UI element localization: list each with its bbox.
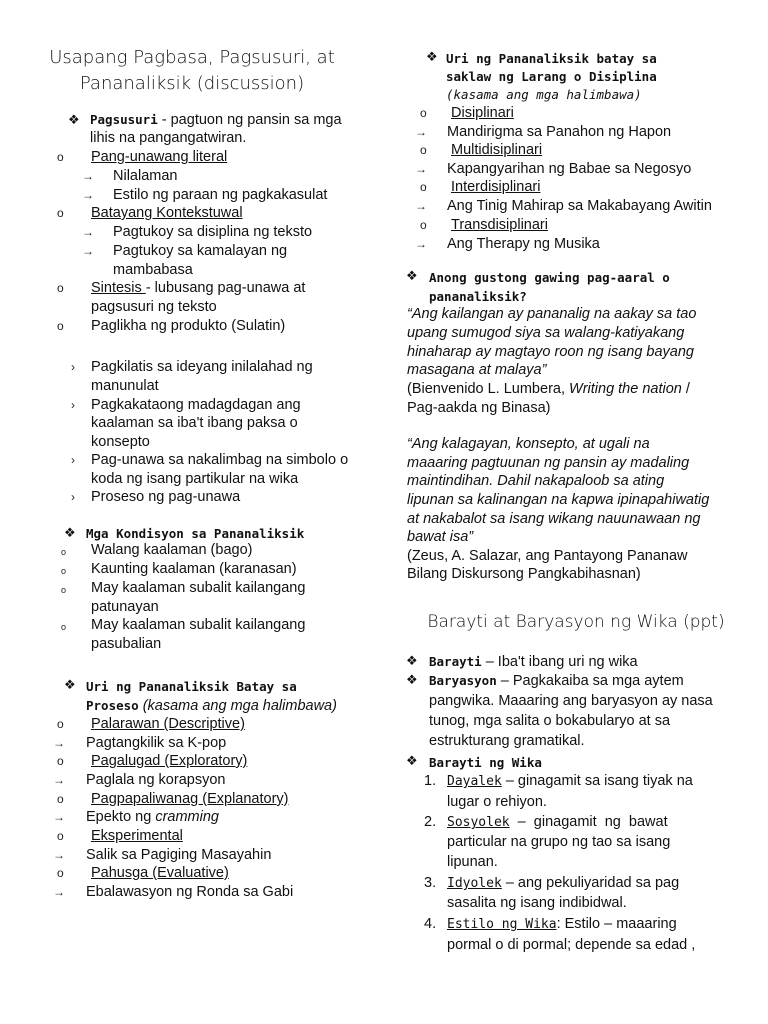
quote-1-line-4: masagana at malaya”	[407, 362, 547, 378]
estilo-def-2: pormal o di pormal; depende sa edad ,	[447, 937, 696, 953]
section-title: Barayti at Baryasyon ng Wika (ppt)	[427, 612, 725, 632]
list-item-cont: pasubalian	[91, 636, 162, 652]
sosyolek-term: Sosyolek	[447, 815, 510, 830]
quote-2-line-3: maintindihan. Dahil nakapaloob sa ating	[407, 473, 665, 489]
pagsusuri-def-1: - pagtuon ng pansin sa mga	[157, 112, 342, 128]
arrow-bullet-icon: →	[415, 237, 427, 251]
list-number: 1.	[424, 773, 437, 789]
quote-2-line-1: “Ang kalagayan, konsepto, at ugali na	[407, 436, 650, 452]
circle-bullet-icon: o	[420, 106, 427, 120]
eksperimental: Eksperimental	[91, 828, 183, 844]
idyolek-term: Idyolek	[447, 876, 502, 891]
anong-heading-2: pananaliksik?	[429, 289, 527, 304]
diamond-bullet-icon: ❖	[64, 525, 76, 540]
sosyolek-item	[447, 813, 668, 832]
page-title-line1: Usapang Pagbasa, Pagsusuri, at	[49, 47, 335, 68]
circle-bullet-icon: o	[57, 754, 64, 768]
circle-bullet-icon: o	[57, 829, 64, 843]
list-item: Pag-unawa sa nakalimbag na simbolo o	[91, 452, 349, 468]
circle-bullet-icon: o	[57, 792, 64, 806]
arrow-bullet-icon: →	[82, 169, 94, 183]
citation-1	[407, 380, 690, 399]
list-number: 2.	[424, 814, 437, 830]
arrow-bullet-icon: →	[53, 736, 65, 750]
barayti-ng-wika-heading: Barayti ng Wika	[429, 755, 542, 770]
diamond-bullet-icon: ❖	[406, 753, 418, 768]
sintesis-definition	[91, 279, 305, 298]
list-item: Paglala ng korapsyon	[86, 772, 226, 788]
quote-2-line-2: maaaring pagtuunan ng pansin ay madaling	[407, 455, 690, 471]
circle-bullet-icon: o	[420, 218, 427, 232]
chevron-bullet-icon: ›	[71, 453, 75, 467]
list-item-cont: mambabasa	[113, 262, 193, 278]
circle-bullet-icon: o	[61, 622, 67, 632]
citation-1-author: (Bienvenido L. Lumbera,	[407, 381, 570, 397]
diamond-bullet-icon: ❖	[406, 672, 418, 687]
barayti-definition	[429, 652, 638, 672]
list-item: Nilalaman	[113, 168, 178, 184]
sintesis-def-2: pagsusuri ng teksto	[91, 299, 217, 315]
arrow-bullet-icon: →	[82, 244, 94, 258]
diamond-bullet-icon: ❖	[68, 112, 80, 127]
sosyolek-def-2: particular na grupo ng tao sa isang	[447, 834, 671, 850]
diamond-bullet-icon: ❖	[406, 653, 418, 668]
pagpapaliwanag: Pagpapaliwanag (Explanatory)	[91, 791, 289, 807]
arrow-bullet-icon: →	[415, 199, 427, 213]
barayti-def: – Iba't ibang uri ng wika	[481, 654, 638, 670]
chevron-bullet-icon: ›	[71, 490, 75, 504]
dayalek-term: Dayalek	[447, 774, 502, 789]
circle-bullet-icon: o	[420, 143, 427, 157]
list-item: Estilo ng paraan ng pagkakasulat	[113, 187, 328, 203]
baryasyon-def-4: estrukturang gramatikal.	[429, 733, 585, 749]
anong-heading-1: Anong gustong gawing pag-aaral o	[429, 270, 670, 285]
list-item: Ang Tinig Mahirap sa Makabayang Awitin	[447, 198, 712, 214]
dayalek-item	[447, 772, 693, 791]
baryasyon-def-1: – Pagkakaiba sa mga aytem	[496, 673, 684, 689]
disiplinari: Disiplinari	[451, 105, 514, 121]
list-item: Walang kaalaman (bago)	[91, 542, 253, 558]
list-item: May kaalaman subalit kailangang	[91, 580, 306, 596]
dayalek-def-1: – ginagamit sa isang tiyak na	[501, 773, 693, 789]
pagsusuri-def-2: lihis na pangangatwiran.	[90, 130, 247, 146]
chevron-bullet-icon: ›	[71, 398, 75, 412]
pang-unawang-literal: Pang-unawang literal	[91, 149, 228, 165]
list-item-cont: kaalaman sa iba't ibang paksa o	[91, 415, 298, 431]
baryasyon-definition	[429, 671, 684, 691]
list-item-cont: konsepto	[91, 434, 150, 450]
quote-1-line-2: upang sumugod siya sa walang-katiyakang	[407, 325, 685, 341]
list-item	[86, 808, 219, 827]
chevron-bullet-icon: ›	[71, 360, 75, 374]
list-item: Pagkakataong madagdagan ang	[91, 397, 301, 413]
uri-proseso-heading-2	[86, 696, 337, 716]
arrow-bullet-icon: →	[82, 188, 94, 202]
circle-bullet-icon: o	[61, 566, 67, 576]
list-item-cont: manunulat	[91, 378, 159, 394]
citation-1-work: Writing the nation	[569, 381, 682, 397]
baryasyon-def-3: tunog, mga salita o bokabularyo at sa	[429, 713, 671, 729]
list-item: Proseso ng pag-unawa	[91, 489, 241, 505]
arrow-bullet-icon: →	[53, 848, 65, 862]
pagalugad: Pagalugad (Exploratory)	[91, 753, 248, 769]
pahusga: Pahusga (Evaluative)	[91, 865, 229, 881]
idyolek-def-2: sasalita ng isang indibidwal.	[447, 895, 627, 911]
epekto-text: Epekto ng	[86, 809, 156, 825]
arrow-bullet-icon: →	[53, 773, 65, 787]
kondisyon-heading: Mga Kondisyon sa Pananaliksik	[86, 526, 305, 541]
list-item: Salik sa Pagiging Masayahin	[86, 847, 272, 863]
quote-1-line-1: “Ang kailangan ay pananalig na aakay sa tao	[407, 306, 697, 322]
arrow-bullet-icon: →	[415, 125, 427, 139]
circle-bullet-icon: o	[420, 180, 427, 194]
citation-2-line-2: Bilang Diskursong Pangkabihasnan)	[407, 566, 641, 582]
circle-bullet-icon: o	[57, 281, 64, 295]
quote-2-line-5: at nakabalot sa isang wikang nauunawaan ng	[407, 511, 701, 527]
sosyolek-def-3: lipunan.	[447, 854, 498, 870]
estilo-def-1: : Estilo – maaaring	[556, 916, 677, 932]
list-number: 4.	[424, 916, 437, 932]
uri-disiplina-heading-1: Uri ng Pananaliksik batay sa	[446, 51, 657, 66]
baryasyon-def-2: pangwika. Maaaring ang baryasyon ay nasa	[429, 693, 713, 709]
list-item-cont: koda ng isang partikular na wika	[91, 471, 299, 487]
multidisiplinari: Multidisiplinari	[451, 142, 543, 158]
uri-proseso-heading-1: Uri ng Pananaliksik Batay sa	[86, 679, 297, 694]
list-number: 3.	[424, 875, 437, 891]
circle-bullet-icon: o	[61, 547, 67, 557]
sintesis-term: Sintesis	[91, 280, 146, 296]
arrow-bullet-icon: →	[53, 810, 65, 824]
uri-proseso-note: (kasama ang mga halimbawa)	[138, 698, 337, 714]
barayti-term: Barayti	[429, 654, 482, 669]
uri-proseso-term: Proseso	[86, 698, 139, 713]
baryasyon-term: Baryasyon	[429, 673, 497, 688]
list-item: Pagtukoy sa kamalayan ng	[113, 243, 288, 259]
estilo-item	[447, 915, 677, 934]
list-item: Paglikha ng produkto (Sulatin)	[91, 318, 286, 334]
list-item: Ang Therapy ng Musika	[447, 236, 600, 252]
diamond-bullet-icon: ❖	[426, 49, 438, 64]
arrow-bullet-icon: →	[415, 162, 427, 176]
dayalek-def-2: lugar o rehiyon.	[447, 794, 547, 810]
circle-bullet-icon: o	[57, 150, 64, 164]
uri-disiplina-heading-2: saklaw ng Larang o Disiplina	[446, 69, 657, 84]
citation-1-line-2: Pag-aakda ng Binasa)	[407, 400, 551, 416]
quote-2-line-6: bawat isa”	[407, 529, 474, 545]
quote-2-line-4: lipunan sa kalinangan na kapwa ipinapahiwatig	[407, 492, 710, 508]
arrow-bullet-icon: →	[53, 885, 65, 899]
interdisiplinari: Interdisiplinari	[451, 179, 541, 195]
circle-bullet-icon: o	[57, 319, 64, 333]
list-item: Ebalawasyon ng Ronda sa Gabi	[86, 884, 294, 900]
list-item: May kaalaman subalit kailangang	[91, 617, 306, 633]
sosyolek-def-1: – ginagamit ng bawat	[509, 814, 668, 830]
cramming-text: cramming	[155, 809, 219, 825]
quote-1-line-3: hinaharap ay magtayo roon ng isang bayang	[407, 344, 694, 360]
pagsusuri-term: Pagsusuri	[90, 112, 158, 127]
circle-bullet-icon: o	[57, 206, 64, 220]
list-item: Mandirigma sa Panahon ng Hapon	[447, 124, 672, 140]
diamond-bullet-icon: ❖	[64, 677, 76, 692]
list-item: Pagtukoy sa disiplina ng teksto	[113, 224, 313, 240]
circle-bullet-icon: o	[61, 585, 67, 595]
idyolek-item	[447, 874, 679, 893]
list-item-cont: patunayan	[91, 599, 159, 615]
circle-bullet-icon: o	[57, 717, 64, 731]
pagsusuri-definition	[90, 110, 342, 130]
list-item: Kapangyarihan ng Babae sa Negosyo	[447, 161, 692, 177]
list-item: Pagtangkilik sa K-pop	[86, 735, 227, 751]
diamond-bullet-icon: ❖	[406, 268, 418, 283]
page-title-line2: Pananaliksik (discussion)	[79, 73, 305, 94]
list-item: Kaunting kaalaman (karanasan)	[91, 561, 297, 577]
idyolek-def-1: – ang pekuliyaridad sa pag	[501, 875, 680, 891]
batayang-kontekstuwal: Batayang Kontekstuwal	[91, 205, 243, 221]
citation-1-sep: /	[681, 381, 690, 397]
citation-2-line-1: (Zeus, A. Salazar, ang Pantayong Pananaw	[407, 548, 688, 564]
sintesis-def-1: - lubusang pag-unawa at	[145, 280, 306, 296]
arrow-bullet-icon: →	[82, 225, 94, 239]
estilo-term: Estilo ng Wika	[447, 917, 557, 932]
palarawan: Palarawan (Descriptive)	[91, 716, 245, 732]
list-item: Pagkilatis sa ideyang inilalahad ng	[91, 359, 313, 375]
transdisiplinari: Transdisiplinari	[451, 217, 548, 233]
circle-bullet-icon: o	[57, 866, 64, 880]
uri-disiplina-heading-3: (kasama ang mga halimbawa)	[446, 87, 642, 102]
